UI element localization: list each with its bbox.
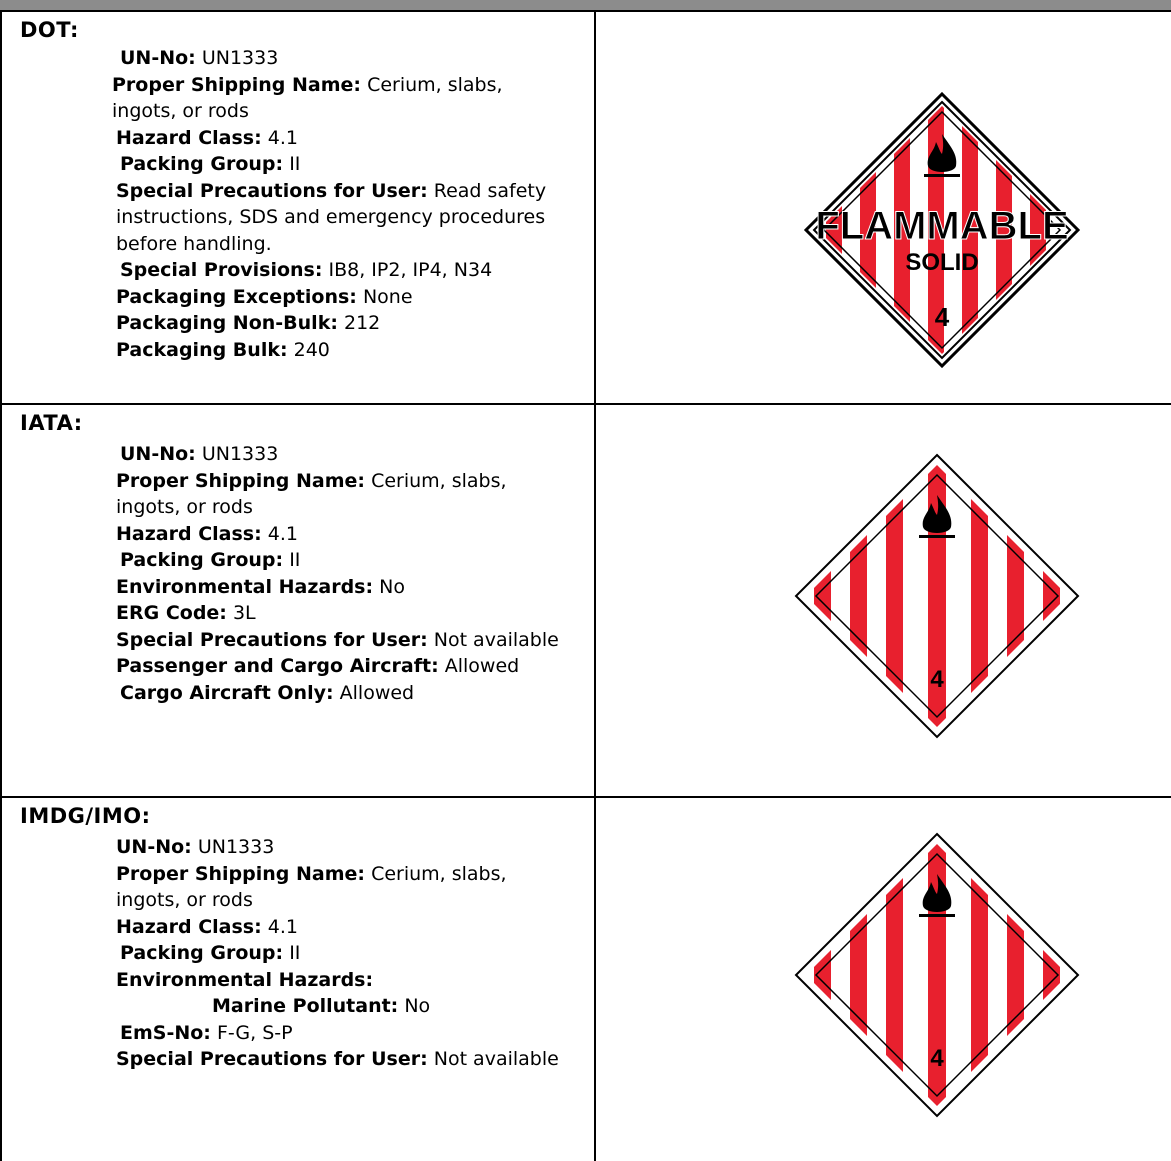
field-packing-group: Packing Group: II [120,153,301,175]
field-erg-code: ERG Code: 3L [116,602,256,624]
imdg-info-cell [0,798,596,1161]
field-packing-group: Packing Group: II [120,549,301,571]
imdg-class4-placard [794,832,1080,1118]
placard-sub-text: SOLID [905,249,979,276]
field-un-no: UN-No: UN1333 [120,47,279,69]
field-hazard-class: Hazard Class: 4.1 [116,522,298,545]
stripes [794,453,1080,739]
dot-row [0,10,1171,403]
field-packing-group: Packing Group: II [120,942,301,964]
imdg-row [0,796,1171,1159]
field-environmental-hazards: Environmental Hazards: [116,968,374,991]
imdg-fields [116,834,566,1073]
field-un-no: UN-No: UN1333 [116,836,275,858]
iata-title: IATA: [20,411,83,435]
field-packaging-non-bulk: Packaging Non-Bulk: 212 [116,312,381,334]
field-cargo-aircraft-only: Cargo Aircraft Only: Allowed [120,681,415,704]
field-passenger-cargo-aircraft: Passenger and Cargo Aircraft: Allowed [116,655,520,677]
placard-class-number: 4 [930,1045,944,1072]
field-special-precautions: Special Precautions for User: Read safety instructions, SDS and emergency procedures before handling. [116,179,547,255]
imdg-title: IMDG/IMO: [20,804,151,828]
field-special-precautions: Special Precautions for User: Not available [116,628,559,651]
placard-class-number: 4 [934,302,950,332]
dot-info-cell [0,12,596,403]
field-packaging-exceptions: Packaging Exceptions: None [116,285,413,308]
iata-fields [116,441,566,706]
dot-title: DOT: [20,18,79,42]
field-proper-shipping-name: Proper Shipping Name: Cerium, slabs, ingots, or rods [112,73,503,122]
field-packaging-bulk: Packaging Bulk: 240 [116,338,330,361]
placard-main-text: FLAMMABLE [815,204,1069,248]
field-special-provisions: Special Provisions: IB8, IP2, IP4, N34 [120,259,493,281]
field-un-no: UN-No: UN1333 [120,443,279,465]
field-hazard-class: Hazard Class: 4.1 [116,126,298,149]
iata-row [0,403,1171,796]
dot-fields [112,45,566,363]
iata-class4-placard [794,453,1080,739]
field-environmental-hazards: Environmental Hazards: No [116,575,405,598]
iata-info-cell [0,405,596,796]
iata-placard-cell [596,405,1171,796]
imdg-placard-cell [596,798,1171,1159]
field-proper-shipping-name: Proper Shipping Name: Cerium, slabs, ingots, or rods [116,862,507,911]
field-marine-pollutant: Marine Pollutant: No [212,995,431,1017]
field-special-precautions: Special Precautions for User: Not available [116,1048,559,1070]
dot-flammable-solid-placard [804,92,1080,368]
stripes [794,832,1080,1118]
field-hazard-class: Hazard Class: 4.1 [116,915,298,938]
dot-placard-cell [596,12,1171,403]
field-ems-no: EmS-No: F-G, S-P [120,1021,293,1044]
placard-class-number: 4 [930,666,944,693]
field-proper-shipping-name: Proper Shipping Name: Cerium, slabs, ingots, or rods [116,469,507,518]
